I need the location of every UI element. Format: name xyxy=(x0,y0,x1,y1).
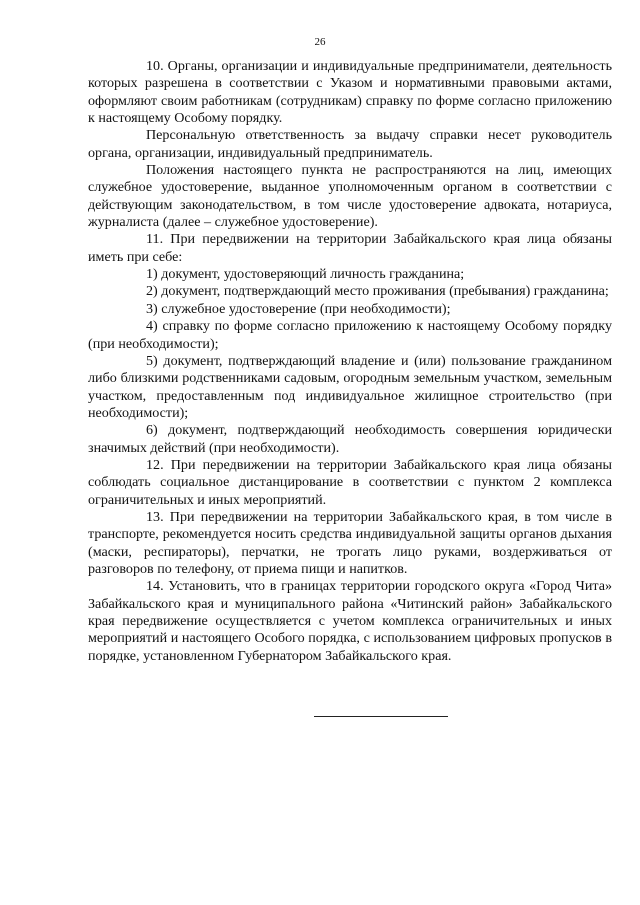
page-number: 26 xyxy=(314,36,326,48)
paragraph-10: 10. Органы, организации и индивидуальные предприниматели, деятельность которых разрешена в соответствии с Указом и нормативными правовыми актами, оформляют своим работникам (сотрудникам) справку по форме согласно приложению к настоящему Особому порядку. xyxy=(88,58,612,127)
list-item-5: 5) документ, подтверждающий владение и (или) пользование гражданином либо близкими родственниками садовым, огородным земельным участком, земельным участком, предоставленным под индивидуальное жилищное строительство (при необходимости); xyxy=(88,352,612,421)
paragraph-13: 13. При передвижении на территории Забайкальского края, в том числе в транспорте, рекомендуется носить средства индивидуальной защиты органов дыхания (маски, респираторы), перчатки, не трогать лицо руками, воздерживаться от разговоров по телефону, от приема пищи и напитков. xyxy=(88,508,612,577)
document-body xyxy=(88,58,612,665)
paragraph-12: 12. При передвижении на территории Забайкальского края лица обязаны соблюдать социальное дистанцирование в соответствии с пунктом 2 комплекса ограничительных и иных мероприятий. xyxy=(88,456,612,508)
paragraph-responsibility: Персональную ответственность за выдачу справки несет руководитель органа, организации, индивидуальный предприниматель. xyxy=(88,127,612,161)
list-item-3: 3) служебное удостоверение (при необходимости); xyxy=(146,300,451,317)
paragraph-14: 14. Установить, что в границах территории городского округа «Город Чита» Забайкальского края и муниципального района «Читинский район» Забайкальского края передвижение осуществляется с учетом комплекса ограничительных и иных мероприятий и настоящего Особого порядка, с использованием цифровых пропусков в порядке, установленном Губернатором Забайкальского края. xyxy=(88,578,612,664)
list-item-2: 2) документ, подтверждающий место проживания (пребывания) гражданина; xyxy=(146,283,609,300)
list-item-6: 6) документ, подтверждающий необходимость совершения юридически значимых действий (при необходимости). xyxy=(88,422,612,456)
closing-divider xyxy=(314,716,448,717)
list-item-4: 4) справку по форме согласно приложению к настоящему Особому порядку (при необходимости); xyxy=(88,318,612,352)
paragraph-11: 11. При передвижении на территории Забайкальского края лица обязаны иметь при себе: xyxy=(88,231,612,265)
list-item-1: 1) документ, удостоверяющий личность гражданина; xyxy=(146,266,465,283)
paragraph-exemptions: Положения настоящего пункта не распространяются на лиц, имеющих служебное удостоверение, выданное уполномоченным органом в соответствии с действующим законодательством, в том числе удостоверение адвоката, нотариуса, журналиста (далее – служебное удостоверение). xyxy=(88,162,612,231)
